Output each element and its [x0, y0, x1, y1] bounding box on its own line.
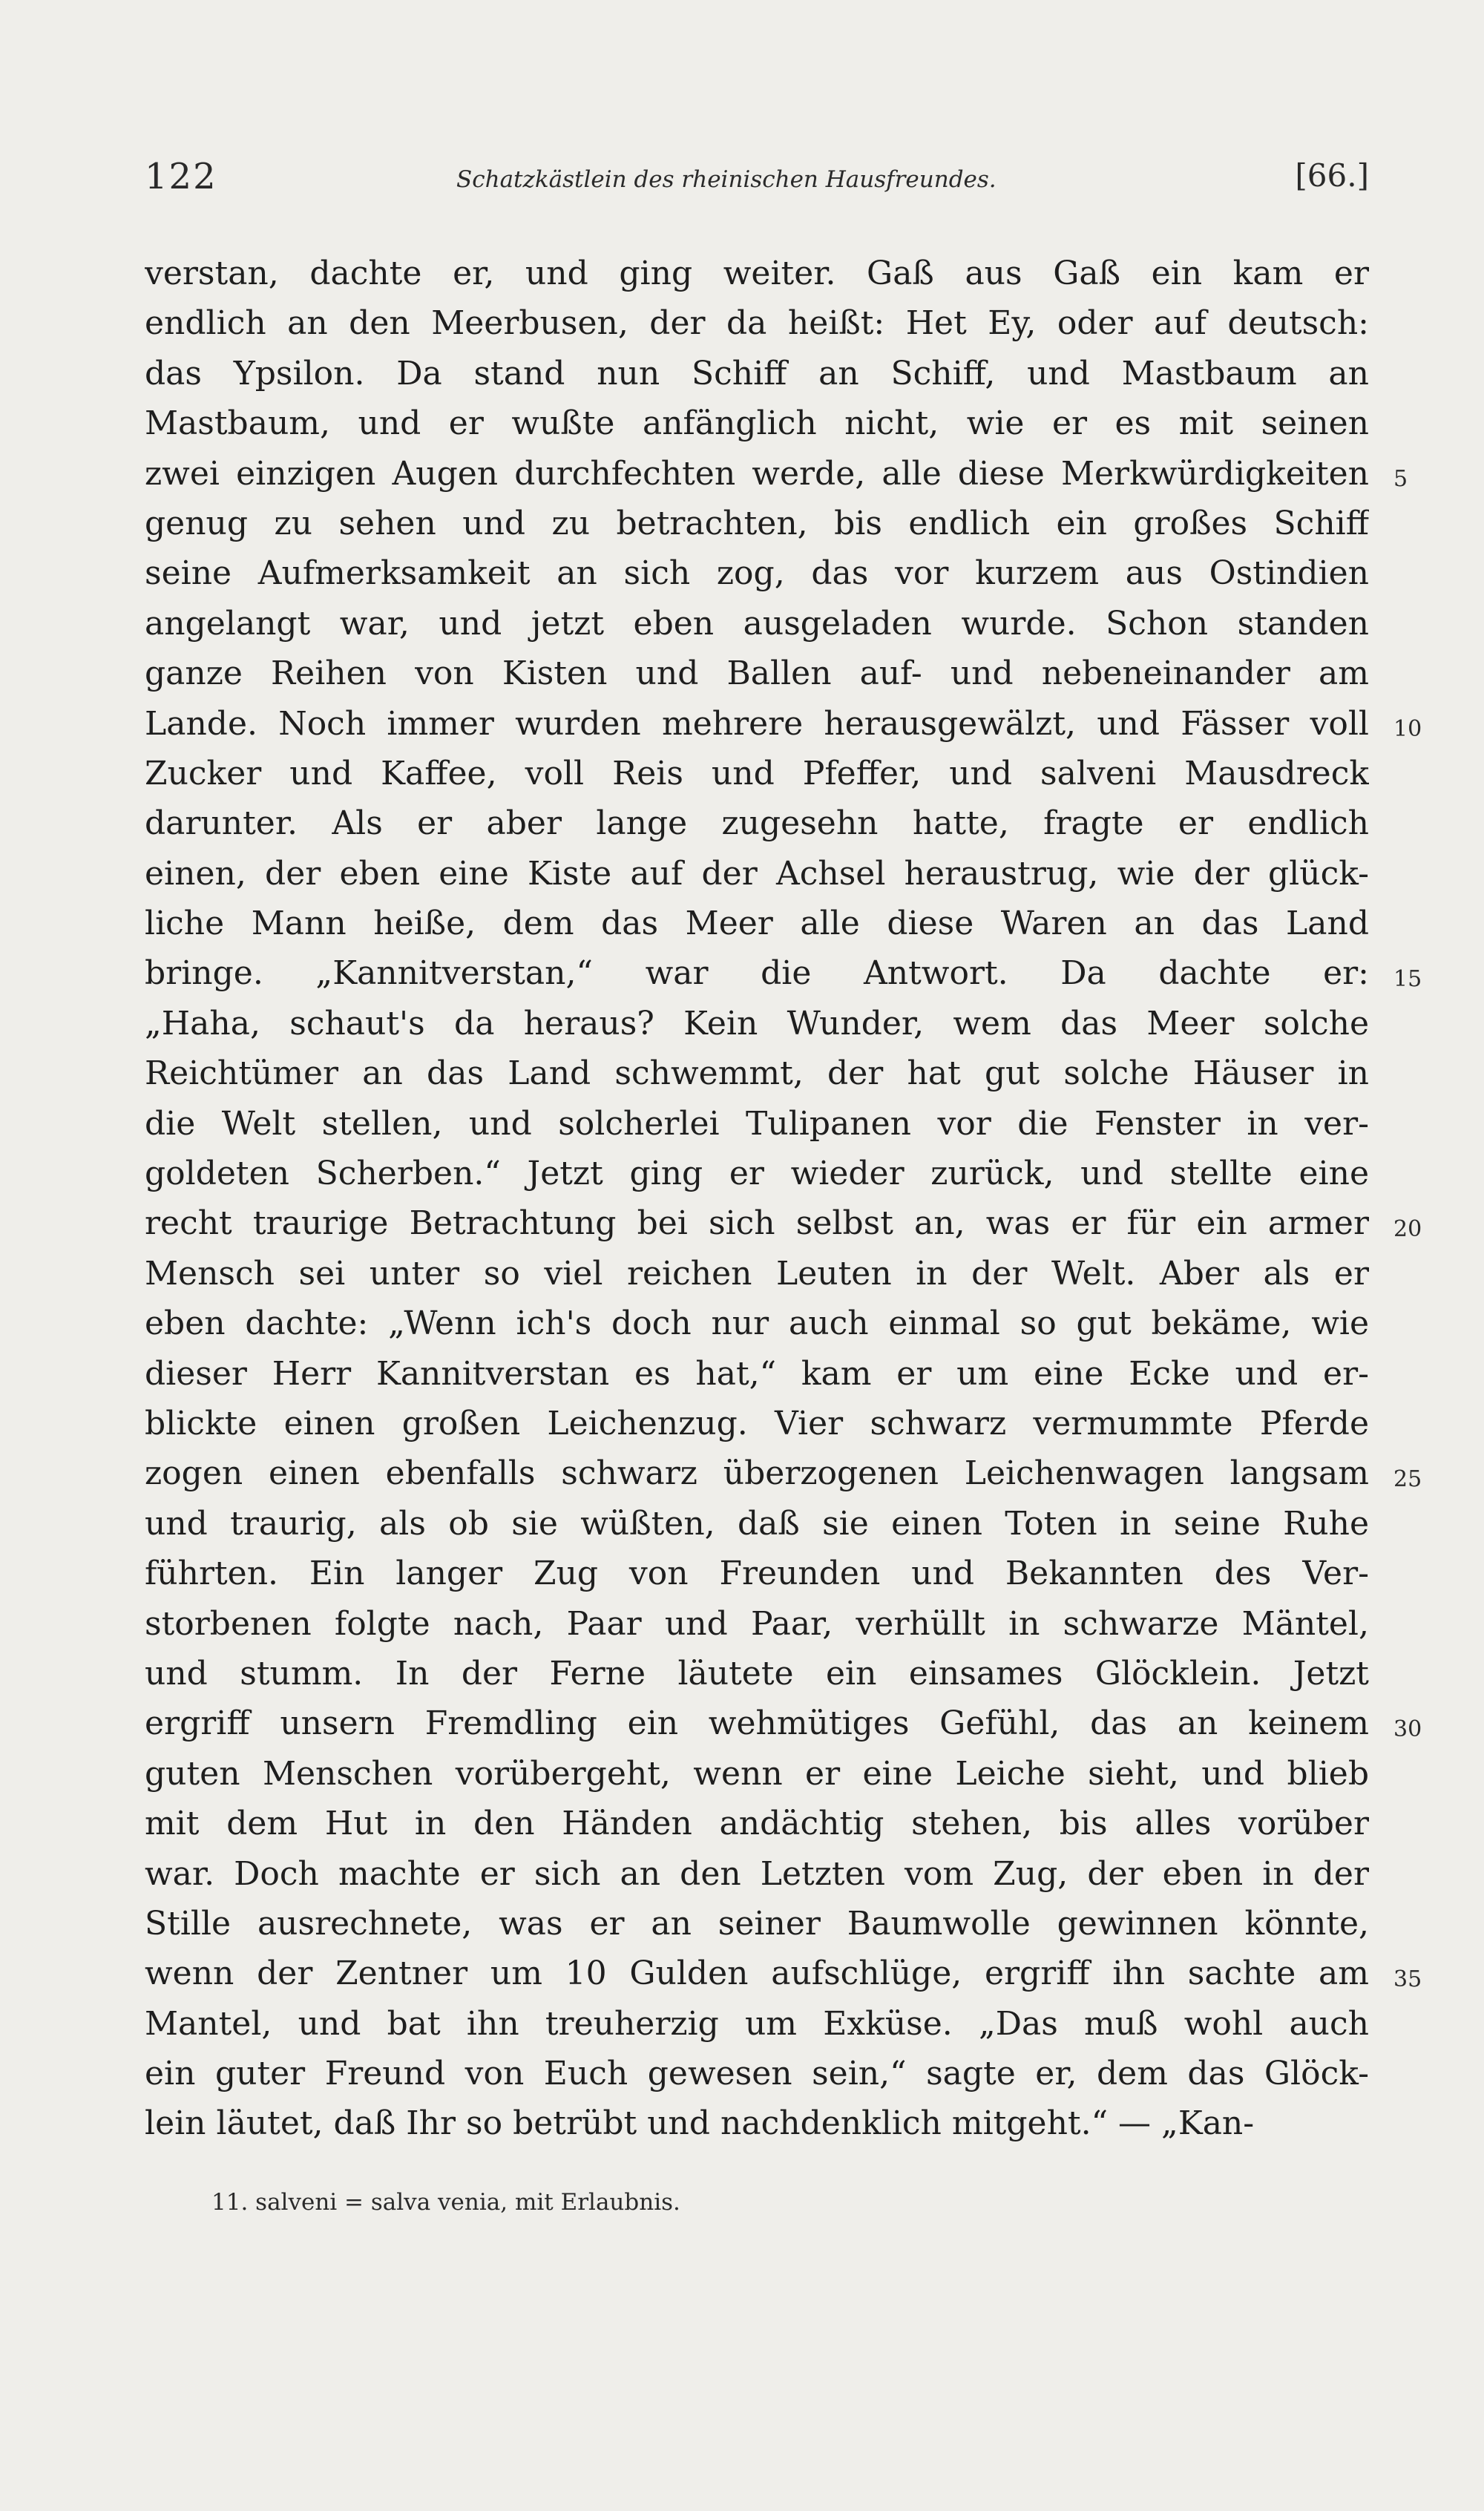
- text-line: Lande. Noch immer wurden mehrere herausgewälzt, und Fässer voll: [145, 704, 1369, 743]
- line-number-5: 5: [1393, 466, 1408, 492]
- text-line: seine Aufmerksamkeit an sich zog, das vor kurzem aus Ostindien: [145, 554, 1369, 593]
- text-line: genug zu sehen und zu betrachten, bis endlich ein großes Schiff: [145, 504, 1369, 542]
- text-line: „Haha, schaut's da heraus? Kein Wunder, wem das Meer solche: [145, 1004, 1369, 1043]
- text-line: wenn der Zentner um 10 Gulden aufschlüge, ergriff ihn sachte am: [145, 1954, 1369, 1993]
- text-line: lein läutet, daß Ihr so betrübt und nachdenklich mitgeht.“ — „Kan-: [145, 2104, 1255, 2143]
- text-line: blickte einen großen Leichenzug. Vier schwarz vermummte Pferde: [145, 1404, 1369, 1442]
- body-text: [145, 249, 1369, 2149]
- line-number-20: 20: [1393, 1216, 1422, 1242]
- page-header: [145, 156, 1369, 208]
- section-reference: [66.]: [1295, 157, 1369, 194]
- text-line: dieser Herr Kannitverstan es hat,“ kam er um eine Ecke und er-: [145, 1354, 1369, 1393]
- text-line: einen, der eben eine Kiste auf der Achsel heraustrug, wie der glück-: [145, 854, 1369, 893]
- text-line: Mastbaum, und er wußte anfänglich nicht, wie er es mit seinen: [145, 404, 1369, 443]
- text-line: war. Doch machte er sich an den Letzten vom Zug, der eben in der: [145, 1854, 1369, 1893]
- text-line: ganze Reihen von Kisten und Ballen auf- und nebeneinander am: [145, 654, 1369, 693]
- page-number: 122: [145, 156, 217, 197]
- text-line: recht traurige Betrachtung bei sich selbst an, was er für ein armer: [145, 1204, 1369, 1243]
- text-line: ein guter Freund von Euch gewesen sein,“ sagte er, dem das Glöck-: [145, 2055, 1369, 2093]
- text-line: Zucker und Kaffee, voll Reis und Pfeffer, und salveni Mausdreck: [145, 754, 1369, 792]
- text-line: angelangt war, und jetzt eben ausgeladen wurde. Schon standen: [145, 604, 1369, 643]
- text-line: ergriff unsern Fremdling ein wehmütiges Gefühl, das an keinem: [145, 1704, 1369, 1743]
- text-line: guten Menschen vorübergeht, wenn er eine Leiche sieht, und blieb: [145, 1754, 1369, 1793]
- running-title: Schatzkästlein des rheinischen Hausfreundes.: [456, 166, 997, 193]
- text-line: storbenen folgte nach, Paar und Paar, verhüllt in schwarze Mäntel,: [145, 1604, 1369, 1643]
- text-line: zwei einzigen Augen durchfechten werde, alle diese Merkwürdigkeiten: [145, 454, 1369, 493]
- line-number-35: 35: [1393, 1966, 1422, 1992]
- text-line: goldeten Scherben.“ Jetzt ging er wieder zurück, und stellte eine: [145, 1155, 1369, 1193]
- text-line: liche Mann heiße, dem das Meer alle diese Waren an das Land: [145, 905, 1369, 943]
- text-line: verstan, dachte er, und ging weiter. Gaß aus Gaß ein kam er: [145, 255, 1369, 292]
- text-line: führten. Ein langer Zug von Freunden und Bekannten des Ver-: [145, 1555, 1369, 1593]
- line-number-30: 30: [1393, 1716, 1422, 1742]
- text-line: bringe. „Kannitverstan,“ war die Antwort. Da dachte er:: [145, 954, 1369, 993]
- text-line: und traurig, als ob sie wüßten, daß sie einen Toten in seine Ruhe: [145, 1504, 1369, 1543]
- text-line: Stille ausrechnete, was er an seiner Baumwolle gewinnen könnte,: [145, 1904, 1369, 1943]
- text-line: Mantel, und bat ihn treuherzig um Exküse. „Das muß wohl auch: [145, 2004, 1369, 2043]
- footnote: 11. salveni = salva venia, mit Erlaubnis.: [211, 2189, 680, 2216]
- text-line: mit dem Hut in den Händen andächtig stehen, bis alles vorüber: [145, 1805, 1369, 1843]
- text-line: und stumm. In der Ferne läutete ein einsames Glöcklein. Jetzt: [145, 1654, 1369, 1693]
- text-line: die Welt stellen, und solcherlei Tulipanen vor die Fenster in ver-: [145, 1104, 1369, 1143]
- text-line: eben dachte: „Wenn ich's doch nur auch einmal so gut bekäme, wie: [145, 1304, 1369, 1343]
- text-line: darunter. Als er aber lange zugesehn hatte, fragte er endlich: [145, 804, 1369, 843]
- text-line: Reichtümer an das Land schwemmt, der hat gut solche Häuser in: [145, 1054, 1369, 1093]
- text-line: Mensch sei unter so viel reichen Leuten in der Welt. Aber als er: [145, 1254, 1369, 1293]
- text-line: zogen einen ebenfalls schwarz überzogenen Leichenwagen langsam: [145, 1454, 1369, 1493]
- text-line: das Ypsilon. Da stand nun Schiff an Schiff, und Mastbaum an: [145, 354, 1369, 393]
- line-number-15: 15: [1393, 966, 1422, 992]
- line-number-25: 25: [1393, 1466, 1422, 1492]
- text-line: endlich an den Meerbusen, der da heißt: Het Ey, oder auf deutsch:: [145, 304, 1369, 343]
- line-number-10: 10: [1393, 716, 1422, 742]
